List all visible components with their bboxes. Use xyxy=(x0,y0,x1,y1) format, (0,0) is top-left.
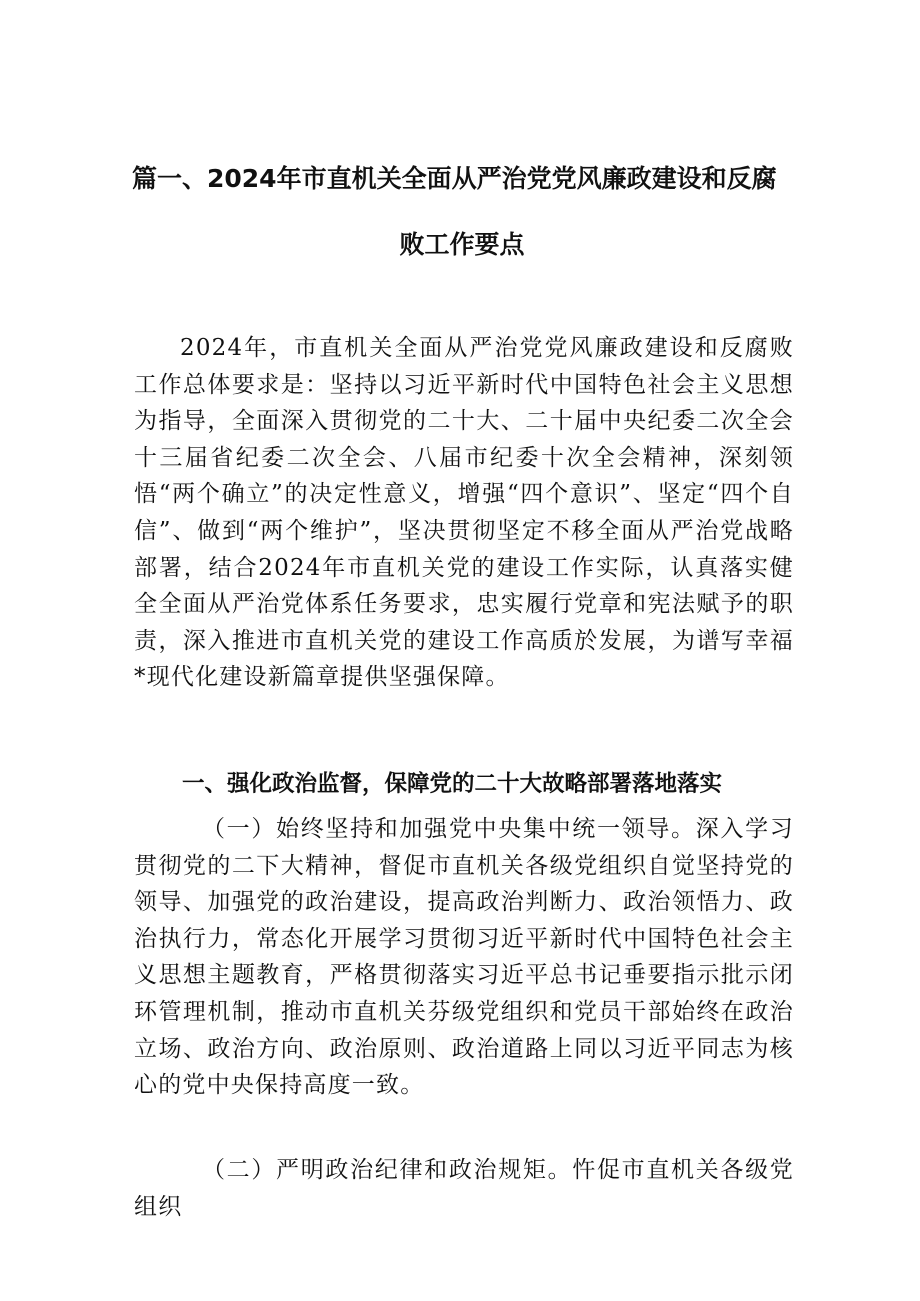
document-title-line-1: 篇一、2024年市直机关全面从严治党党风廉政建设和反腐 xyxy=(132,164,777,193)
section-1-heading: 一、强化政治监督，保障党的二十大故略部署落地落实 xyxy=(182,771,723,797)
document-title-line-2: 败工作要点 xyxy=(399,230,525,259)
intro-paragraph: 2024年，市直机关全面从严治党党风廉政建设和反腐败工作总体要求是：坚持以习近平新时代中国特色社会主义思想为指导，全面深入贯彻党的二十大、二十届中央纪委二次全会十三届省纪委二次全会、八届市纪委十次全会精神，深刻领悟“两个确立”的决定性意义，增强“四个意识”、坚定“四个自信”、做到“两个维护”，坚决贯彻坚定不移全面从严治党战略部署，结合2024年市直机关党的建设工作实际，认真落实健全全面从严治党体系任务要求，忠实履行党章和宪法赋予的职责，深入推进市直机关党的建设工作高质於发展，为谱写幸福*现代化建设新篇章提供坚强保障。 xyxy=(134,335,794,691)
section-1-item-2-paragraph: （二）严明政治纪律和政治规矩。忤促市直机关各级党组织 xyxy=(134,1157,794,1220)
section-1-item-1-paragraph: （一）始终坚持和加强党中央集中统一领导。深入学习贯彻党的二下大精神，督促市直机关各级党组织自觉坚持党的领导、加强党的政治建设，提高政治判断力、政治领悟力、政治执行力，常态化开展学习贯彻习近平新时代中国特色社会主义思想主题教育，严格贯彻落实习近平总书记垂要指示批示闭环管理机制，推动市直机关芬级党组织和党员干部始终在政治立场、政治方向、政治原则、政治道路上同以习近平同志为核心的党中央保持高度一致。 xyxy=(134,816,794,1099)
